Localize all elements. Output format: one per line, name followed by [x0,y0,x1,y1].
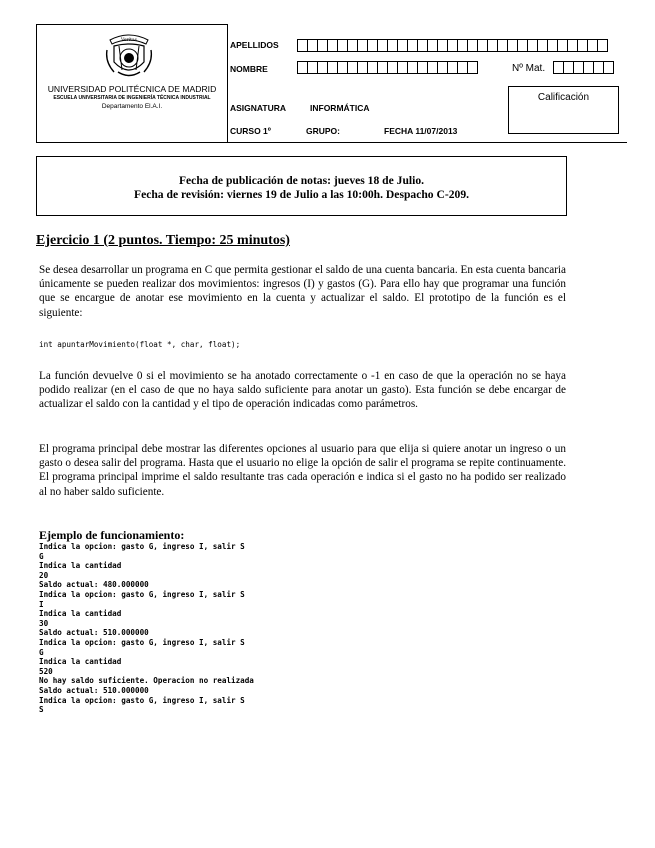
matricula-cells[interactable] [553,61,614,74]
crest-motto: Veritas [121,38,137,43]
console-line: Saldo actual: 510.000000 [39,628,149,638]
department-name: Departamento El.A.I. [101,103,163,110]
exercise-paragraph-3: El programa principal debe mostrar las diferentes opciones al usuario para que elija si quiere anotar un ingreso o un gasto o desea salir del programa. Hasta que el usuario no elige la opción de salir el programa se repite continuamente. El programa principal imprime el saldo resultante tras cada operación e indica si el gasto no ha podido ser realizado al no haber saldo suficiente. [39,443,566,498]
exercise-paragraph-2: La función devuelve 0 si el movimiento se ha anotado correctamente o -1 en caso de que la operación no se haya podido realizar (en el caso de que no haya saldo suficiente para anotar un gasto). Esta función se debe encargar de actualizar el saldo con la cantidad y el tipo de operación indicadas como parámetros. [39,370,566,411]
console-line: Indica la opcion: gasto G, ingreso I, salir S [39,637,245,647]
console-line: I [39,599,44,609]
calificacion-label: Calificación [537,92,590,103]
apellidos-cells[interactable] [297,39,608,52]
matricula-label: Nº Mat. [512,63,546,74]
console-line: G [39,647,44,657]
university-crest-icon [104,32,154,80]
notice-box [36,156,567,216]
asignatura-value: INFORMÁTICA [310,103,370,113]
publication-date-text: Fecha de publicación de notas: jueves 18 de Julio. [178,174,425,187]
console-line: Indica la cantidad [39,561,122,571]
function-prototype: int apuntarMovimiento(float *, char, float); [39,340,241,349]
apellidos-label: APELLIDOS [230,40,279,50]
nombre-label: NOMBRE [230,64,268,74]
console-line: Indica la opcion: gasto G, ingreso I, salir S [39,695,245,705]
console-line: 20 [39,570,49,580]
curso-label: CURSO 1º [230,126,271,136]
nombre-cells[interactable] [297,61,478,74]
grupo-label: GRUPO: [306,126,340,136]
console-line: No hay saldo suficiente. Operacion no realizada [39,676,254,686]
example-title: Ejemplo de funcionamiento: [39,528,185,542]
console-line: Indica la cantidad [39,657,122,667]
console-output [39,542,254,715]
console-line: 30 [39,618,49,628]
revision-date-text: Fecha de revisión: viernes 19 de Julio a las 10:00h. Despacho C-209. [133,188,470,201]
console-line: Saldo actual: 480.000000 [39,580,149,590]
exercise-title: Ejercicio 1 (2 puntos. Tiempo: 25 minutos) [36,233,290,248]
console-line: Indica la opcion: gasto G, ingreso I, salir S [39,542,245,551]
console-line: Indica la cantidad [39,609,122,619]
fecha-label: FECHA 11/07/2013 [384,126,458,136]
asignatura-label: ASIGNATURA [230,103,287,113]
console-line: 520 [39,666,53,676]
console-line: Saldo actual: 510.000000 [39,685,149,695]
console-line: Indica la opcion: gasto G, ingreso I, salir S [39,589,245,599]
console-line: G [39,551,44,561]
console-line: S [39,705,44,715]
school-name: ESCUELA UNIVERSITARIA DE INGENIERÍA TÉCNICA INDUSTRIAL [53,95,211,101]
header-bottom-rule [228,142,627,143]
exercise-paragraph-1: Se desea desarrollar un programa en C que permita gestionar el saldo de una cuenta bancaria. En esta cuenta bancaria únicamente se pueden realizar dos movimientos: ingresos (I) y gastos (G). Para ello hay que programar una función que se encargue de anotar ese movimiento en la cuenta y actualizar el saldo. El prototipo de la función es el siguiente: [39,264,566,319]
university-name: UNIVERSIDAD POLITÉCNICA DE MADRID [47,84,217,94]
